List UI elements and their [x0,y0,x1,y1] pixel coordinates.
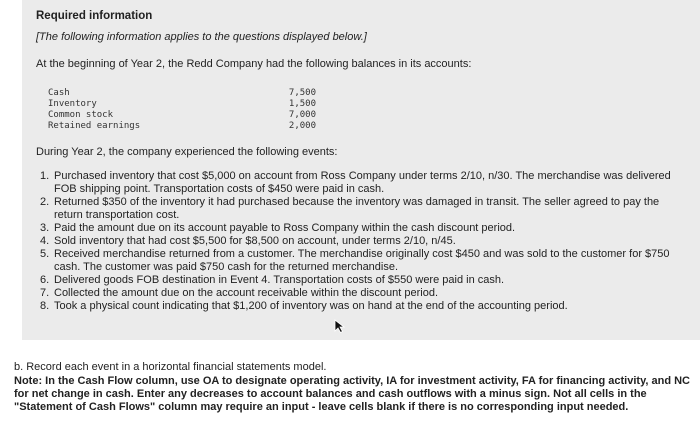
event-item [40,274,680,287]
balance-amount: 1,500 [288,99,316,109]
events-intro: During Year 2, the company experienced the following events: [36,146,338,158]
event-item [40,170,680,196]
event-number: 8. [40,300,50,312]
balance-amount: 7,000 [288,110,316,120]
event-text: Sold inventory that had cost $5,500 for $8,500 on account, under terms 2/10, n/45. [54,235,456,247]
balance-account: Retained earnings [48,121,141,131]
event-item [40,235,680,248]
balances-table [48,88,316,132]
balance-amount: 7,500 [288,88,316,98]
event-text: Received merchandise returned from a customer. The merchandise originally cost $450 and was sold to the customer for $750 cash. The customer was paid $750 cash for the returned merchandise. [54,248,670,273]
event-text: Paid the amount due on its account payable to Ross Company within the cash discount period. [54,222,516,234]
event-number: 2. [40,196,50,208]
event-number: 7. [40,287,50,299]
task-prompt: b. Record each event in a horizontal financial statements model. [14,361,327,373]
balance-row [48,121,316,132]
event-text: Purchased inventory that cost $5,000 on account from Ross Company under terms 2/10, n/30. The merchandise was delivered FOB shipping point. Transportation costs of $450 were paid in cash. [54,170,671,195]
events-list [40,170,680,313]
event-number: 6. [40,274,50,286]
information-note: [The following information applies to the questions displayed below.] [36,31,367,43]
instruction-note: Note: In the Cash Flow column, use OA to designate operating activity, IA for investment activity, FA for financing activity, and NC for net change in cash. Enter any decreases to account balances and cash outflows with a minus sign. Not all cells in the "Statement of Cash Flows" column may require an input - leave cells blank if there is no corresponding input needed. [14,375,690,413]
instructions [14,361,698,414]
event-number: 3. [40,222,50,234]
event-number: 1. [40,170,50,182]
event-item [40,222,680,235]
balance-amount: 2,000 [288,121,316,131]
event-item [40,300,680,313]
event-item [40,287,680,300]
balance-row [48,110,316,121]
mouse-cursor-icon [334,319,346,333]
event-text: Took a physical count indicating that $1,200 of inventory was on hand at the end of the accounting period. [54,300,568,312]
balance-account: Cash [48,88,70,98]
balance-row [48,88,316,99]
required-information-panel [22,0,700,340]
event-text: Returned $350 of the inventory it had purchased because the inventory was damaged in transit. The seller agreed to pay the return transportation cost. [54,196,660,221]
event-text: Delivered goods FOB destination in Event 4. Transportation costs of $550 were paid in cash. [54,274,505,286]
event-text: Collected the amount due on the account receivable within the discount period. [54,287,439,299]
event-number: 4. [40,235,50,247]
intro-text: At the beginning of Year 2, the Redd Company had the following balances in its accounts: [36,58,472,70]
event-item [40,196,680,222]
balance-row [48,99,316,110]
event-item [40,248,680,274]
balance-account: Inventory [48,99,97,109]
event-number: 5. [40,248,50,260]
balance-account: Common stock [48,110,114,120]
required-information-title: Required information [36,10,153,22]
